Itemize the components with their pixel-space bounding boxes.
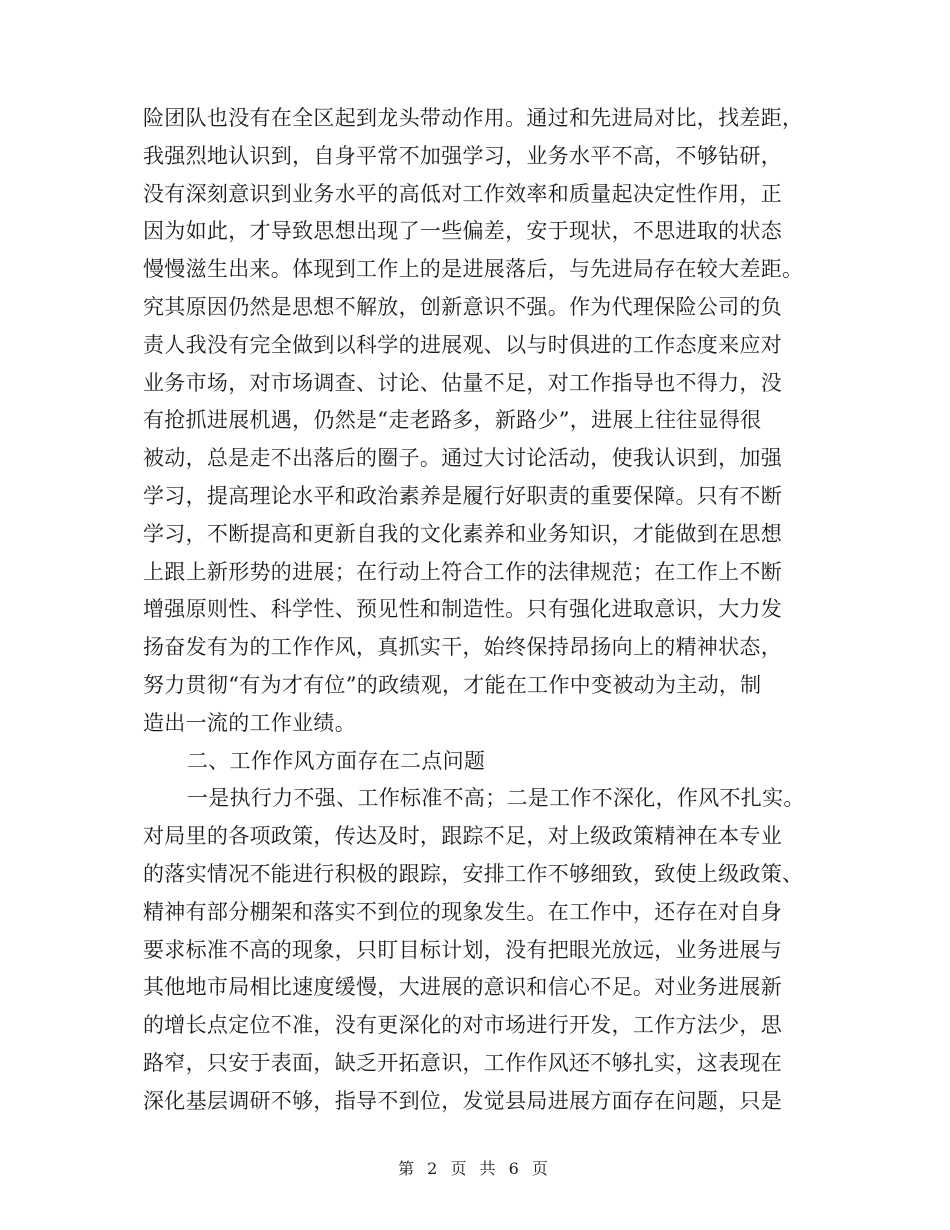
text-line: 一是执行力不强、工作标准不高；二是工作不深化，作风不扎实。 bbox=[187, 786, 805, 811]
body-text bbox=[143, 100, 823, 1121]
section-heading: 二、工作作风方面存在二点问题 bbox=[187, 748, 486, 773]
text-line: 对局里的各项政策，传达及时，跟踪不足，对上级政策精神在本专业 bbox=[143, 824, 782, 849]
text-line: 其他地市局相比速度缓慢，大进展的意识和信心不足。对业务进展新 bbox=[143, 975, 782, 1000]
text-line: 究其原因仍然是思想不解放，创新意识不强。作为代理保险公司的负 bbox=[143, 294, 782, 319]
text-line: 要求标准不高的现象，只盯目标计划，没有把眼光放远，业务进展与 bbox=[143, 937, 782, 962]
text-line: 扬奋发有为的工作作风，真抓实干，始终保持昂扬向上的精神状态， bbox=[143, 635, 782, 660]
text-line: 因为如此，才导致思想出现了一些偏差，安于现状，不思进取的状态 bbox=[143, 219, 782, 244]
text-line: 深化基层调研不够，指导不到位，发觉县局进展方面存在问题，只是 bbox=[143, 1088, 782, 1113]
text-line: 努力贯彻“有为才有位”的政绩观，才能在工作中变被动为主动，制 bbox=[143, 672, 762, 697]
text-line: 学习，不断提高和更新自我的文化素养和业务知识，才能做到在思想 bbox=[143, 521, 782, 546]
text-line: 业务市场，对市场调查、讨论、估量不足，对工作指导也不得力，没 bbox=[143, 370, 782, 395]
text-line: 精神有部分棚架和落实不到位的现象发生。在工作中，还存在对自身 bbox=[143, 899, 782, 924]
page-number-footer: 第 2 页 共 6 页 bbox=[398, 1159, 552, 1178]
text-line: 的增长点定位不准，没有更深化的对市场进行开发，工作方法少，思 bbox=[143, 1013, 782, 1038]
text-line: 慢慢滋生出来。体现到工作上的是进展落后，与先进局存在较大差距。 bbox=[143, 257, 804, 282]
text-line: 造出一流的工作业绩。 bbox=[143, 710, 356, 735]
text-line: 被动，总是走不出落后的圈子。通过大讨论活动，使我认识到，加强 bbox=[143, 446, 782, 471]
text-line: 责人我没有完全做到以科学的进展观、以与时俱进的工作态度来应对 bbox=[143, 332, 782, 357]
text-line: 的落实情况不能进行积极的跟踪，安排工作不够细致，致使上级政策、 bbox=[143, 861, 804, 886]
text-line: 我强烈地认识到，自身平常不加强学习，业务水平不高，不够钻研， bbox=[143, 143, 782, 168]
text-line: 路窄，只安于表面，缺乏开拓意识，工作作风还不够扎实，这表现在 bbox=[143, 1050, 782, 1075]
text-line: 增强原则性、科学性、预见性和制造性。只有强化进取意识，大力发 bbox=[143, 597, 782, 622]
text-line: 有抢抓进展机遇，仍然是“走老路多，新路少”，进展上往往显得很 bbox=[143, 408, 762, 433]
text-line: 学习，提高理论水平和政治素养是履行好职责的重要保障。只有不断 bbox=[143, 483, 782, 508]
text-line: 上跟上新形势的进展；在行动上符合工作的法律规范；在工作上不断 bbox=[143, 559, 782, 584]
text-line: 没有深刻意识到业务水平的高低对工作效率和质量起决定性作用，正 bbox=[143, 181, 782, 206]
text-line: 险团队也没有在全区起到龙头带动作用。通过和先进局对比，找差距， bbox=[143, 106, 804, 130]
